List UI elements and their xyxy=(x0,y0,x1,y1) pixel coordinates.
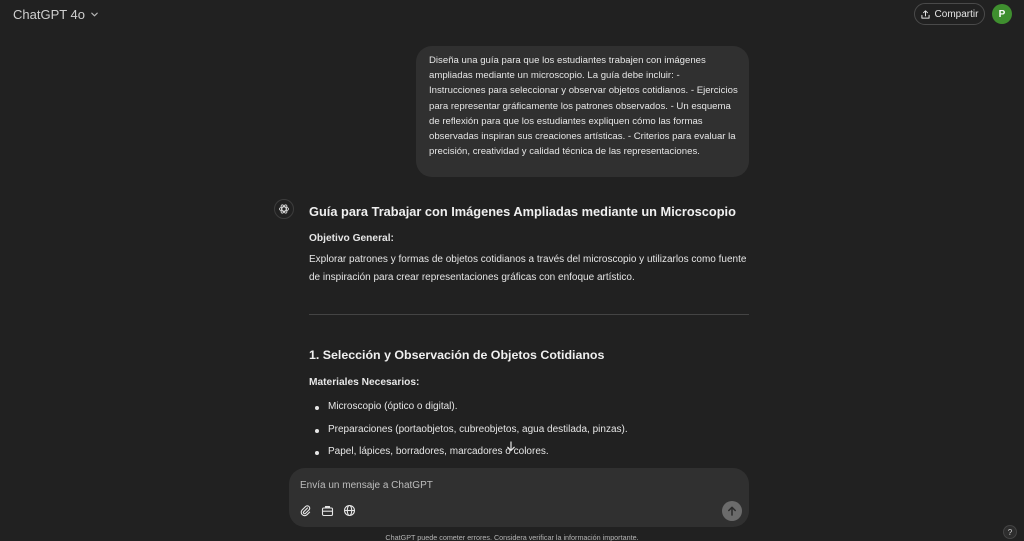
model-selector[interactable] xyxy=(13,7,99,22)
chevron-down-icon xyxy=(90,10,99,19)
disclaimer-text: ChatGPT puede cometer errores. Considera verificar la información importante. xyxy=(385,533,639,541)
paperclip-icon xyxy=(299,504,312,517)
list-item: Microscopio (óptico o digital). xyxy=(309,396,749,419)
share-button[interactable] xyxy=(914,3,985,25)
message-input[interactable] xyxy=(300,477,700,493)
scroll-down-button[interactable] xyxy=(503,438,519,454)
chatgpt-logo-icon xyxy=(274,199,294,219)
help-button[interactable]: ? xyxy=(1003,525,1017,539)
user-avatar[interactable]: P xyxy=(992,4,1012,24)
model-name: ChatGPT 4o xyxy=(13,7,86,22)
share-icon xyxy=(921,10,930,19)
materials-label: Materiales Necesarios: xyxy=(309,377,420,388)
send-button[interactable] xyxy=(722,501,742,521)
section-title: 1. Selección y Observación de Objetos Cotidianos xyxy=(309,348,605,362)
list-item: Papel, lápices, borradores, marcadores o colores. xyxy=(309,441,749,464)
attach-button[interactable] xyxy=(297,502,313,518)
list-item: Preparaciones (portaobjetos, cubreobjetos, agua destilada, pinzas). xyxy=(309,419,749,442)
tools-button[interactable] xyxy=(319,502,335,518)
response-title: Guía para Trabajar con Imágenes Ampliadas mediante un Microscopio xyxy=(309,204,736,219)
toolbox-icon xyxy=(321,504,334,517)
globe-icon xyxy=(343,504,356,517)
web-search-button[interactable] xyxy=(341,502,357,518)
user-message: Diseña una guía para que los estudiantes trabajen con imágenes ampliadas mediante un microscopio. La guía debe incluir: - Instrucciones para seleccionar y observar objetos cotidianos. - Ejercicios para representar gráficamente los patrones observados. - Un esquema de reflexión para que los estudiantes expliquen cómo las formas observadas inspiran sus creaciones artísticas. - Criterios para evaluar la precisión, creatividad y calidad técnica de las representaciones. xyxy=(416,46,749,177)
share-label: Compartir xyxy=(934,8,979,20)
objective-label: Objetivo General: xyxy=(309,233,394,244)
top-bar xyxy=(0,0,1024,30)
arrow-up-icon xyxy=(727,506,737,516)
divider xyxy=(309,314,749,315)
message-composer xyxy=(289,468,749,527)
arrow-down-icon xyxy=(506,441,516,452)
objective-text: Explorar patrones y formas de objetos cotidianos a través del microscopio y utilizarlos como fuente de inspiración para crear representaciones gráficas con enfoque artístico. xyxy=(309,254,747,283)
